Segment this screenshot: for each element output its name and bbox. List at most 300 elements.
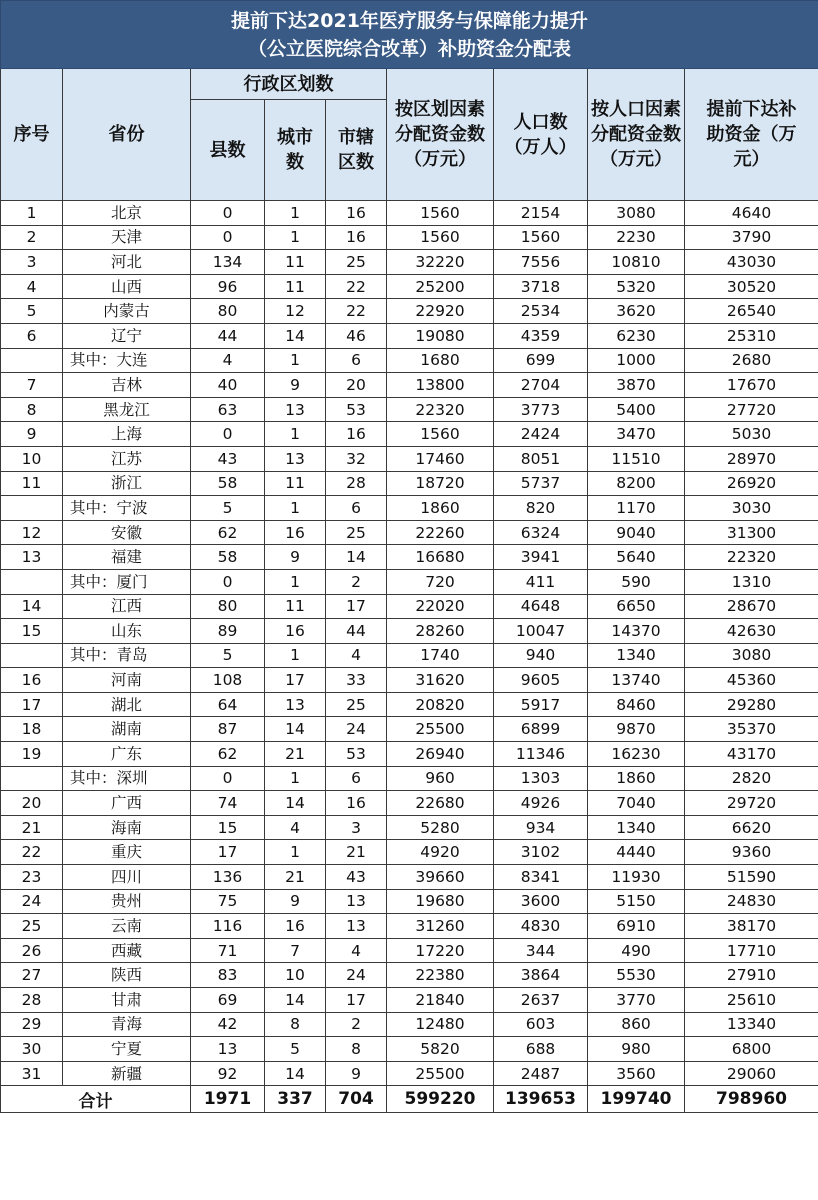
- cell-counties: 83: [191, 963, 265, 988]
- cell-cities: 1: [265, 840, 326, 865]
- cell-admin-alloc: 1560: [387, 225, 494, 250]
- table-row: [1, 717, 818, 742]
- table-row-subcity: [1, 496, 818, 521]
- total-label: 合计: [1, 1086, 191, 1113]
- cell-total-subsidy: 3080: [685, 643, 818, 668]
- cell-pop-alloc: 5150: [588, 889, 685, 914]
- cell-province: 其中：厦门: [63, 569, 191, 594]
- cell-province: 天津: [63, 225, 191, 250]
- cell-total-subsidy: 29720: [685, 791, 818, 816]
- cell-cities: 16: [265, 914, 326, 939]
- table-row: [1, 545, 818, 570]
- cell-province: 青海: [63, 1012, 191, 1037]
- cell-province: 上海: [63, 422, 191, 447]
- cell-cities: 21: [265, 865, 326, 890]
- cell-pop-alloc: 860: [588, 1012, 685, 1037]
- cell-pop-alloc: 3080: [588, 201, 685, 226]
- table-row: [1, 988, 818, 1013]
- cell-admin-alloc: 19680: [387, 889, 494, 914]
- cell-seq: [1, 766, 63, 791]
- cell-cities: 8: [265, 1012, 326, 1037]
- cell-total-subsidy: 3030: [685, 496, 818, 521]
- cell-districts: 28: [326, 471, 387, 496]
- cell-population: 6899: [494, 717, 588, 742]
- cell-districts: 25: [326, 520, 387, 545]
- cell-seq: 19: [1, 742, 63, 767]
- cell-cities: 14: [265, 988, 326, 1013]
- header-population: [494, 69, 588, 201]
- cell-population: 1303: [494, 766, 588, 791]
- cell-districts: 2: [326, 1012, 387, 1037]
- cell-seq: 22: [1, 840, 63, 865]
- cell-population: 820: [494, 496, 588, 521]
- cell-counties: 108: [191, 668, 265, 693]
- total-row: [1, 1086, 818, 1113]
- cell-pop-alloc: 5320: [588, 274, 685, 299]
- cell-seq: 29: [1, 1012, 63, 1037]
- cell-admin-alloc: 1740: [387, 643, 494, 668]
- cell-seq: 7: [1, 373, 63, 398]
- cell-districts: 33: [326, 668, 387, 693]
- cell-population: 6324: [494, 520, 588, 545]
- cell-counties: 44: [191, 323, 265, 348]
- cell-pop-alloc: 6910: [588, 914, 685, 939]
- header-total-subsidy: [685, 69, 818, 201]
- cell-cities: 1: [265, 569, 326, 594]
- table-title: [1, 1, 818, 69]
- cell-population: 940: [494, 643, 588, 668]
- cell-districts: 53: [326, 397, 387, 422]
- cell-admin-alloc: 19080: [387, 323, 494, 348]
- cell-province: 其中：深圳: [63, 766, 191, 791]
- cell-province: 湖南: [63, 717, 191, 742]
- cell-seq: 11: [1, 471, 63, 496]
- cell-province: 江西: [63, 594, 191, 619]
- table-row: [1, 299, 818, 324]
- cell-population: 699: [494, 348, 588, 373]
- cell-admin-alloc: 13800: [387, 373, 494, 398]
- cell-counties: 0: [191, 766, 265, 791]
- cell-cities: 1: [265, 496, 326, 521]
- cell-admin-alloc: 720: [387, 569, 494, 594]
- cell-districts: 2: [326, 569, 387, 594]
- cell-cities: 1: [265, 643, 326, 668]
- cell-districts: 6: [326, 766, 387, 791]
- cell-pop-alloc: 1000: [588, 348, 685, 373]
- cell-pop-alloc: 9040: [588, 520, 685, 545]
- cell-counties: 69: [191, 988, 265, 1013]
- cell-population: 7556: [494, 250, 588, 275]
- cell-admin-alloc: 5280: [387, 815, 494, 840]
- header-cities-text: 城市数: [277, 127, 313, 173]
- cell-total-subsidy: 24830: [685, 889, 818, 914]
- header-pop-alloc: [588, 69, 685, 201]
- cell-admin-alloc: 5820: [387, 1037, 494, 1062]
- cell-total-subsidy: 25610: [685, 988, 818, 1013]
- cell-population: 4926: [494, 791, 588, 816]
- cell-total-subsidy: 26920: [685, 471, 818, 496]
- cell-total-subsidy: 22320: [685, 545, 818, 570]
- cell-population: 2154: [494, 201, 588, 226]
- table-row: [1, 914, 818, 939]
- cell-counties: 62: [191, 520, 265, 545]
- cell-seq: 2: [1, 225, 63, 250]
- cell-province: 河南: [63, 668, 191, 693]
- cell-cities: 12: [265, 299, 326, 324]
- total-subsidy: 798960: [685, 1086, 818, 1113]
- cell-admin-alloc: 22260: [387, 520, 494, 545]
- cell-cities: 11: [265, 274, 326, 299]
- table-row-subcity: [1, 348, 818, 373]
- header-districts: [326, 100, 387, 201]
- cell-population: 10047: [494, 619, 588, 644]
- cell-cities: 9: [265, 373, 326, 398]
- cell-counties: 92: [191, 1061, 265, 1086]
- cell-admin-alloc: 22680: [387, 791, 494, 816]
- cell-counties: 64: [191, 692, 265, 717]
- cell-population: 8051: [494, 446, 588, 471]
- cell-total-subsidy: 2820: [685, 766, 818, 791]
- cell-province: 辽宁: [63, 323, 191, 348]
- cell-counties: 134: [191, 250, 265, 275]
- header-province: 省份: [63, 69, 191, 201]
- cell-seq: 21: [1, 815, 63, 840]
- cell-total-subsidy: 35370: [685, 717, 818, 742]
- cell-pop-alloc: 3770: [588, 988, 685, 1013]
- cell-province: 湖北: [63, 692, 191, 717]
- header-admin-alloc-text: 按区划因素分配资金数（万元）: [395, 99, 485, 170]
- cell-districts: 20: [326, 373, 387, 398]
- table-row: [1, 692, 818, 717]
- table-row: [1, 938, 818, 963]
- cell-province: 山西: [63, 274, 191, 299]
- cell-districts: 13: [326, 914, 387, 939]
- cell-population: 3941: [494, 545, 588, 570]
- cell-province: 安徽: [63, 520, 191, 545]
- header-districts-text: 市辖区数: [338, 127, 374, 173]
- cell-population: 5737: [494, 471, 588, 496]
- cell-cities: 1: [265, 422, 326, 447]
- cell-pop-alloc: 14370: [588, 619, 685, 644]
- cell-pop-alloc: 16230: [588, 742, 685, 767]
- cell-total-subsidy: 2680: [685, 348, 818, 373]
- cell-districts: 22: [326, 299, 387, 324]
- cell-total-subsidy: 3790: [685, 225, 818, 250]
- title-line-2: （公立医院综合改革）补助资金分配表: [247, 37, 571, 60]
- cell-province: 其中：青岛: [63, 643, 191, 668]
- cell-counties: 136: [191, 865, 265, 890]
- cell-cities: 14: [265, 717, 326, 742]
- cell-seq: 13: [1, 545, 63, 570]
- cell-total-subsidy: 17670: [685, 373, 818, 398]
- cell-cities: 21: [265, 742, 326, 767]
- cell-population: 603: [494, 1012, 588, 1037]
- cell-population: 3864: [494, 963, 588, 988]
- cell-admin-alloc: 1680: [387, 348, 494, 373]
- cell-province: 北京: [63, 201, 191, 226]
- cell-counties: 5: [191, 643, 265, 668]
- cell-districts: 17: [326, 988, 387, 1013]
- cell-districts: 4: [326, 938, 387, 963]
- cell-total-subsidy: 42630: [685, 619, 818, 644]
- cell-population: 2637: [494, 988, 588, 1013]
- header-admin-alloc: [387, 69, 494, 201]
- cell-counties: 15: [191, 815, 265, 840]
- cell-cities: 9: [265, 545, 326, 570]
- cell-admin-alloc: 22020: [387, 594, 494, 619]
- cell-districts: 21: [326, 840, 387, 865]
- cell-pop-alloc: 9870: [588, 717, 685, 742]
- table-row: [1, 840, 818, 865]
- cell-total-subsidy: 9360: [685, 840, 818, 865]
- cell-admin-alloc: 31620: [387, 668, 494, 693]
- table-row: [1, 594, 818, 619]
- cell-seq: [1, 348, 63, 373]
- cell-province: 内蒙古: [63, 299, 191, 324]
- cell-pop-alloc: 4440: [588, 840, 685, 865]
- cell-cities: 13: [265, 692, 326, 717]
- cell-province: 河北: [63, 250, 191, 275]
- table-row: [1, 520, 818, 545]
- cell-province: 宁夏: [63, 1037, 191, 1062]
- cell-population: 411: [494, 569, 588, 594]
- cell-cities: 1: [265, 348, 326, 373]
- table-row: [1, 471, 818, 496]
- cell-counties: 87: [191, 717, 265, 742]
- cell-cities: 7: [265, 938, 326, 963]
- table-row: [1, 201, 818, 226]
- header-counties: 县数: [191, 100, 265, 201]
- cell-admin-alloc: 31260: [387, 914, 494, 939]
- cell-districts: 9: [326, 1061, 387, 1086]
- cell-seq: 31: [1, 1061, 63, 1086]
- cell-admin-alloc: 26940: [387, 742, 494, 767]
- cell-counties: 0: [191, 422, 265, 447]
- cell-districts: 53: [326, 742, 387, 767]
- cell-pop-alloc: 490: [588, 938, 685, 963]
- cell-admin-alloc: 39660: [387, 865, 494, 890]
- cell-districts: 13: [326, 889, 387, 914]
- cell-province: 吉林: [63, 373, 191, 398]
- cell-seq: 14: [1, 594, 63, 619]
- cell-seq: 17: [1, 692, 63, 717]
- cell-cities: 4: [265, 815, 326, 840]
- cell-province: 其中：大连: [63, 348, 191, 373]
- cell-districts: 24: [326, 963, 387, 988]
- cell-population: 4648: [494, 594, 588, 619]
- cell-cities: 1: [265, 225, 326, 250]
- cell-counties: 74: [191, 791, 265, 816]
- table-row: [1, 225, 818, 250]
- cell-population: 2424: [494, 422, 588, 447]
- cell-seq: 25: [1, 914, 63, 939]
- cell-admin-alloc: 17220: [387, 938, 494, 963]
- cell-pop-alloc: 2230: [588, 225, 685, 250]
- header-admin-division-count: 行政区划数: [191, 69, 387, 100]
- cell-province: 福建: [63, 545, 191, 570]
- cell-counties: 13: [191, 1037, 265, 1062]
- cell-districts: 46: [326, 323, 387, 348]
- cell-population: 4359: [494, 323, 588, 348]
- cell-districts: 16: [326, 225, 387, 250]
- cell-admin-alloc: 16680: [387, 545, 494, 570]
- cell-total-subsidy: 28970: [685, 446, 818, 471]
- cell-total-subsidy: 27910: [685, 963, 818, 988]
- table-row: [1, 250, 818, 275]
- cell-districts: 24: [326, 717, 387, 742]
- header-seq: 序号: [1, 69, 63, 201]
- cell-districts: 6: [326, 496, 387, 521]
- table-row: [1, 963, 818, 988]
- cell-pop-alloc: 6650: [588, 594, 685, 619]
- cell-total-subsidy: 26540: [685, 299, 818, 324]
- cell-population: 688: [494, 1037, 588, 1062]
- cell-population: 5917: [494, 692, 588, 717]
- cell-province: 江苏: [63, 446, 191, 471]
- cell-seq: 15: [1, 619, 63, 644]
- cell-seq: 20: [1, 791, 63, 816]
- cell-admin-alloc: 1560: [387, 422, 494, 447]
- cell-counties: 63: [191, 397, 265, 422]
- cell-districts: 17: [326, 594, 387, 619]
- cell-province: 甘肃: [63, 988, 191, 1013]
- cell-admin-alloc: 22380: [387, 963, 494, 988]
- cell-total-subsidy: 6800: [685, 1037, 818, 1062]
- cell-population: 3102: [494, 840, 588, 865]
- cell-districts: 3: [326, 815, 387, 840]
- cell-pop-alloc: 10810: [588, 250, 685, 275]
- cell-seq: 10: [1, 446, 63, 471]
- table-row: [1, 1012, 818, 1037]
- table-row: [1, 865, 818, 890]
- cell-counties: 0: [191, 569, 265, 594]
- cell-cities: 11: [265, 594, 326, 619]
- cell-admin-alloc: 32220: [387, 250, 494, 275]
- cell-cities: 13: [265, 397, 326, 422]
- cell-province: 浙江: [63, 471, 191, 496]
- cell-counties: 43: [191, 446, 265, 471]
- cell-pop-alloc: 11930: [588, 865, 685, 890]
- cell-districts: 22: [326, 274, 387, 299]
- cell-counties: 58: [191, 545, 265, 570]
- total-districts: 704: [326, 1086, 387, 1113]
- table-row: [1, 815, 818, 840]
- table-row-subcity: [1, 643, 818, 668]
- table-row: [1, 742, 818, 767]
- cell-total-subsidy: 31300: [685, 520, 818, 545]
- cell-pop-alloc: 8460: [588, 692, 685, 717]
- table-row-subcity: [1, 569, 818, 594]
- cell-total-subsidy: 27720: [685, 397, 818, 422]
- table-row: [1, 1037, 818, 1062]
- cell-total-subsidy: 25310: [685, 323, 818, 348]
- cell-province: 海南: [63, 815, 191, 840]
- cell-pop-alloc: 6230: [588, 323, 685, 348]
- cell-districts: 25: [326, 250, 387, 275]
- cell-pop-alloc: 1170: [588, 496, 685, 521]
- cell-seq: 28: [1, 988, 63, 1013]
- cell-districts: 8: [326, 1037, 387, 1062]
- cell-seq: 6: [1, 323, 63, 348]
- cell-counties: 40: [191, 373, 265, 398]
- cell-districts: 25: [326, 692, 387, 717]
- table-row: [1, 373, 818, 398]
- cell-population: 934: [494, 815, 588, 840]
- cell-population: 9605: [494, 668, 588, 693]
- table-row: [1, 791, 818, 816]
- cell-seq: 24: [1, 889, 63, 914]
- table-row: [1, 397, 818, 422]
- cell-pop-alloc: 3870: [588, 373, 685, 398]
- cell-pop-alloc: 590: [588, 569, 685, 594]
- cell-pop-alloc: 3470: [588, 422, 685, 447]
- cell-admin-alloc: 4920: [387, 840, 494, 865]
- cell-admin-alloc: 22920: [387, 299, 494, 324]
- cell-admin-alloc: 960: [387, 766, 494, 791]
- cell-districts: 16: [326, 791, 387, 816]
- cell-population: 3718: [494, 274, 588, 299]
- cell-districts: 32: [326, 446, 387, 471]
- total-cities: 337: [265, 1086, 326, 1113]
- cell-total-subsidy: 13340: [685, 1012, 818, 1037]
- table-row: [1, 323, 818, 348]
- cell-province: 广西: [63, 791, 191, 816]
- cell-cities: 14: [265, 791, 326, 816]
- table-row: [1, 668, 818, 693]
- cell-population: 3600: [494, 889, 588, 914]
- cell-cities: 5: [265, 1037, 326, 1062]
- header-total-subsidy-text: 提前下达补助资金（万元）: [706, 99, 797, 170]
- title-line-1: 提前下达2021年医疗服务与保障能力提升: [231, 9, 588, 32]
- cell-total-subsidy: 45360: [685, 668, 818, 693]
- cell-province: 重庆: [63, 840, 191, 865]
- cell-districts: 6: [326, 348, 387, 373]
- cell-counties: 71: [191, 938, 265, 963]
- cell-seq: [1, 643, 63, 668]
- cell-province: 黑龙江: [63, 397, 191, 422]
- cell-population: 3773: [494, 397, 588, 422]
- cell-seq: 3: [1, 250, 63, 275]
- cell-cities: 16: [265, 619, 326, 644]
- cell-counties: 80: [191, 594, 265, 619]
- cell-seq: 12: [1, 520, 63, 545]
- cell-pop-alloc: 5640: [588, 545, 685, 570]
- cell-admin-alloc: 28260: [387, 619, 494, 644]
- cell-admin-alloc: 21840: [387, 988, 494, 1013]
- cell-seq: 1: [1, 201, 63, 226]
- cell-districts: 43: [326, 865, 387, 890]
- cell-population: 1560: [494, 225, 588, 250]
- cell-counties: 62: [191, 742, 265, 767]
- cell-population: 344: [494, 938, 588, 963]
- cell-total-subsidy: 51590: [685, 865, 818, 890]
- cell-seq: 30: [1, 1037, 63, 1062]
- cell-pop-alloc: 1340: [588, 815, 685, 840]
- cell-province: 云南: [63, 914, 191, 939]
- cell-counties: 89: [191, 619, 265, 644]
- total-population: 139653: [494, 1086, 588, 1113]
- cell-counties: 42: [191, 1012, 265, 1037]
- table-row: [1, 274, 818, 299]
- cell-counties: 5: [191, 496, 265, 521]
- cell-total-subsidy: 29280: [685, 692, 818, 717]
- cell-seq: 23: [1, 865, 63, 890]
- cell-admin-alloc: 1560: [387, 201, 494, 226]
- cell-pop-alloc: 8200: [588, 471, 685, 496]
- cell-cities: 9: [265, 889, 326, 914]
- cell-total-subsidy: 28670: [685, 594, 818, 619]
- cell-cities: 13: [265, 446, 326, 471]
